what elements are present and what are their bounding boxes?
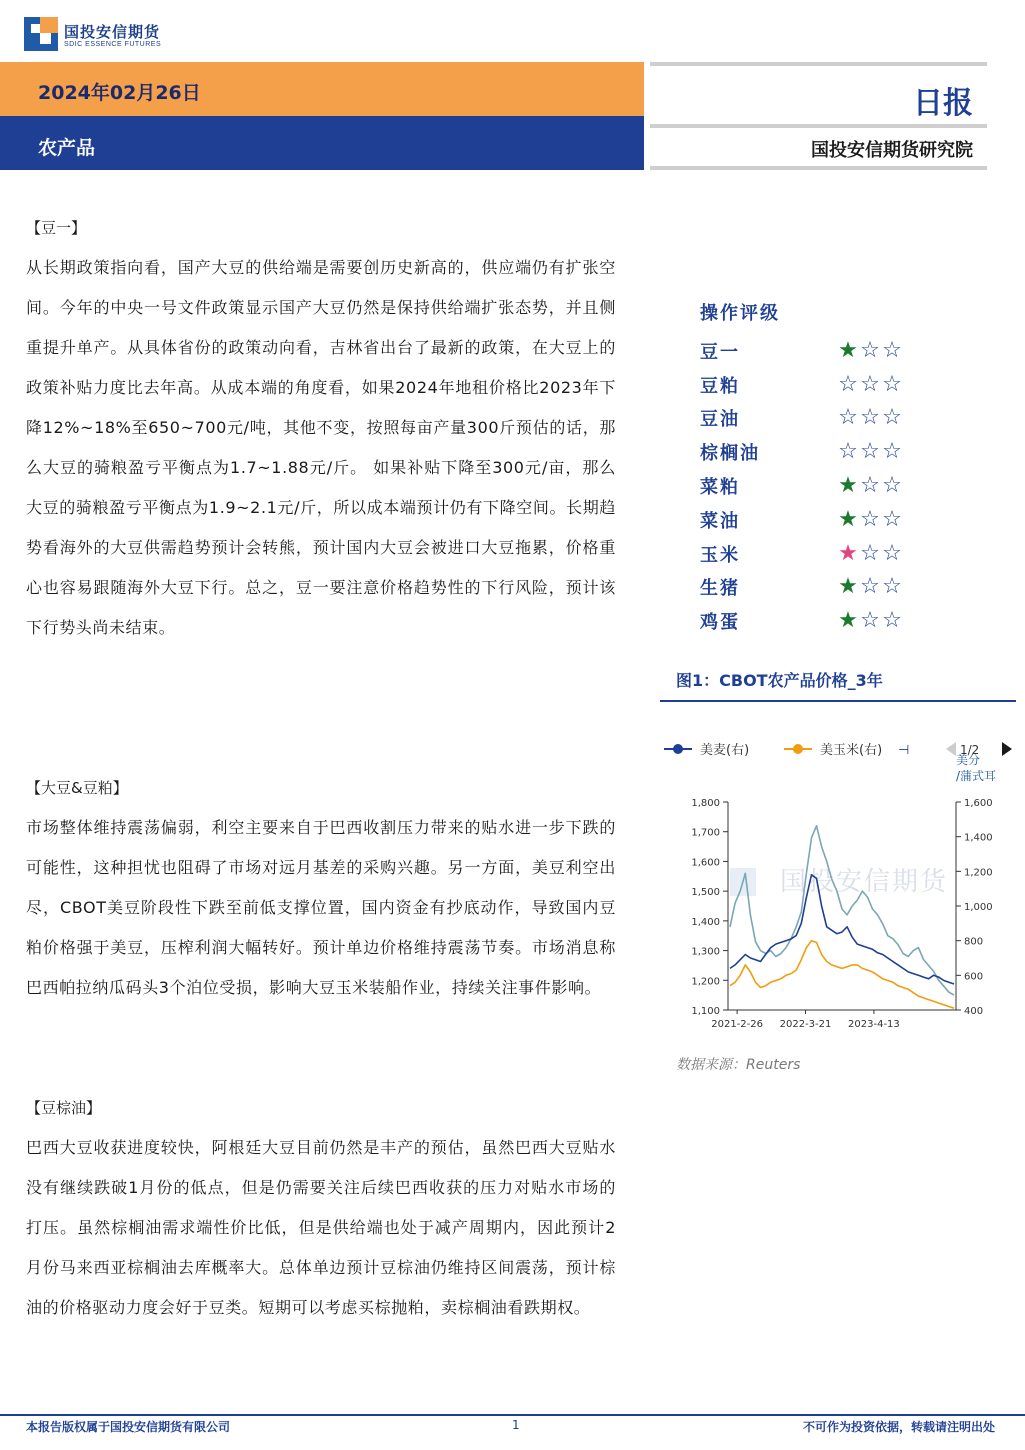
star-empty-icon: ☆ (860, 540, 880, 566)
star-filled-icon: ★ (838, 608, 858, 634)
rating-name: 鸡蛋 (700, 612, 740, 634)
legend-marker (673, 744, 683, 754)
report-category: 农产品 (38, 137, 96, 159)
legend-next-icon (1002, 742, 1012, 756)
legend-overflow-icon: ⊣ (898, 743, 910, 758)
star-empty-icon: ☆ (882, 473, 902, 499)
section-soy-palm-oil (26, 1088, 616, 1328)
star-empty-icon: ☆ (882, 405, 902, 431)
rating-name: 豆粕 (700, 375, 740, 397)
rating-name: 生猪 (700, 578, 740, 600)
rating-row (700, 503, 950, 537)
star-empty-icon: ☆ (860, 371, 880, 397)
right-axis-tick-label: 1,000 (964, 902, 993, 913)
header-divider-middle (650, 124, 987, 128)
rating-row (700, 571, 950, 605)
footer-rule (0, 1414, 1025, 1416)
legend-label: 美玉米(右) (820, 743, 883, 758)
section-body: 市场整体维持震荡偏弱，利空主要来自于巴西收割压力带来的贴水进一步下跌的可能性，这种担忧也阻碍了市场对远月基差的采购兴趣。另一方面，美豆利空出尽，CBOT美豆阶段性下跌至前低支撑位置，国内资金有抄底动作，导致国内豆粕价格强于美豆，压榨利润大幅转好。预计单边价格维持震荡节奏。市场消息称巴西帕拉纳瓜码头3个泊位受损，影响大豆玉米装船作业，持续关注事件影响。 (26, 818, 616, 997)
star-empty-icon: ☆ (882, 540, 902, 566)
right-axis-tick-label: 800 (964, 936, 984, 948)
right-axis-tick-label: 1,200 (964, 867, 993, 879)
section-soybean-meal (26, 768, 616, 1008)
category-bar (0, 116, 644, 170)
section-body: 从长期政策指向看，国产大豆的供给端是需要创历史新高的，供应端仍有扩张空间。今年的中央一号文件政策显示国产大豆仍然是保持供给端扩张态势，并且侧重提升单产。从具体省份的政策动向看，吉林省出台了最新的政策，在大豆上的政策补贴力度比去年高。从成本端的角度看，如果2024年地租价格比2023年下降12%~18%至650~700元/吨，其他不变，按照每亩产量300斤预估的话，那么大豆的骑粮盈亏平衡点为1.7~1.88元/斤。 如果补贴下降至300元/亩，那么大豆的骑粮盈亏平衡点为1.9~2.1元/斤，所以成本端预计仍有下降空间。长期趋势看海外的大豆供需趋势预计会转熊，预计国内大豆会被进口大豆拖累，价格重心也容易跟随海外大豆下行。总之，豆一要注意价格趋势性的下行风险，预计该下行势头尚未结束。 (26, 258, 616, 637)
date-bar (0, 62, 644, 116)
figure-source: 数据来源：Reuters (676, 1057, 801, 1073)
left-axis-tick-label: 1,500 (691, 887, 720, 899)
section-title: 【豆一】 (26, 219, 87, 237)
star-empty-icon: ☆ (882, 608, 902, 634)
rating-name: 豆油 (700, 409, 740, 431)
star-empty-icon: ☆ (860, 574, 880, 600)
left-axis-tick-label: 1,100 (691, 1006, 720, 1017)
star-empty-icon: ☆ (860, 405, 880, 431)
rating-row (700, 469, 950, 503)
logo-text-en: SDIC ESSENCE FUTURES (64, 41, 162, 48)
rating-list (700, 334, 950, 638)
star-filled-icon: ★ (838, 473, 858, 499)
institute-name: 国投安信期货研究院 (811, 140, 973, 161)
header-divider-bottom (650, 166, 987, 170)
footer-copyright: 本报告版权属于国投安信期货有限公司 (26, 1420, 231, 1434)
watermark-text: 国投安信期货 (780, 867, 949, 897)
star-empty-icon: ☆ (860, 439, 880, 465)
left-axis-tick-label: 1,300 (691, 946, 720, 958)
star-empty-icon: ☆ (838, 371, 858, 397)
report-type: 日报 (913, 86, 973, 121)
rating-row (700, 402, 950, 436)
rating-name: 菜油 (700, 510, 740, 532)
star-filled-icon: ★ (838, 337, 858, 363)
rating-name: 棕榈油 (700, 443, 760, 465)
x-axis-tick-label: 2022-3-21 (779, 1019, 832, 1030)
star-empty-icon: ☆ (882, 506, 902, 532)
right-axis-tick-label: 1,600 (964, 798, 993, 809)
right-axis-tick-label: 600 (964, 971, 984, 983)
left-axis-tick-label: 1,400 (691, 916, 720, 928)
star-empty-icon: ☆ (882, 337, 902, 363)
section-body: 巴西大豆收获进度较快，阿根廷大豆目前仍然是丰产的预估，虽然巴西大豆贴水没有继续跌破1月份的低点，但是仍需要关注后续巴西收获的压力对贴水市场的打压。虽然棕榈油需求端性价比低，但是供给端也处于减产周期内，因此预计2月份马来西亚棕榈油去库概率大。总体单边预计豆棕油仍维持区间震荡，预计棕油的价格驱动力度会好于豆类。短期可以考虑买棕抛粕，卖棕榈油看跌期权。 (26, 1138, 616, 1317)
rating-title: 操作评级 (700, 303, 780, 324)
star-filled-icon: ★ (838, 540, 858, 566)
x-axis-tick-label: 2021-2-26 (711, 1019, 764, 1030)
figure-title: 图1：CBOT农产品价格_3年 (676, 671, 883, 690)
rating-row (700, 368, 950, 402)
rating-name: 玉米 (700, 544, 740, 566)
star-filled-icon: ★ (838, 574, 858, 600)
rating-row (700, 604, 950, 638)
section-douyi (26, 208, 616, 648)
series-line-0 (730, 826, 954, 995)
legend-page: 1/2 (960, 743, 980, 757)
left-axis-tick-label: 1,200 (691, 976, 720, 988)
right-axis-tick-label: 1,400 (964, 832, 993, 844)
footer-disclaimer: 不可作为投资依据，转载请注明出处 (802, 1420, 995, 1434)
company-logo (24, 17, 224, 57)
rating-name: 菜粕 (700, 477, 740, 499)
section-title: 【豆棕油】 (26, 1099, 102, 1117)
right-axis-tick-label: 400 (964, 1006, 984, 1017)
right-axis-unit-line2: /蒲式耳 (956, 769, 997, 783)
rating-row (700, 537, 950, 571)
star-empty-icon: ☆ (882, 371, 902, 397)
star-empty-icon: ☆ (882, 574, 902, 600)
star-empty-icon: ☆ (860, 506, 880, 532)
page-number: 1 (512, 1418, 520, 1432)
report-date: 2024年02月26日 (38, 82, 201, 104)
star-filled-icon: ★ (838, 506, 858, 532)
star-empty-icon: ☆ (838, 439, 858, 465)
legend-marker (793, 744, 803, 754)
price-chart (660, 730, 1015, 1040)
figure-title-rule (660, 700, 1016, 702)
star-empty-icon: ☆ (860, 473, 880, 499)
logo-mark-icon (24, 17, 58, 51)
logo-text-cn: 国投安信期货 (64, 23, 161, 41)
left-axis-tick-label: 1,800 (691, 798, 720, 809)
star-empty-icon: ☆ (860, 608, 880, 634)
star-empty-icon: ☆ (882, 439, 902, 465)
rating-row (700, 435, 950, 469)
star-empty-icon: ☆ (860, 337, 880, 363)
right-axis-unit-line1: 美分 (956, 753, 981, 767)
star-empty-icon: ☆ (838, 405, 858, 431)
legend-prev-icon (946, 742, 956, 756)
legend-label: 美麦(右) (700, 743, 750, 758)
left-axis-tick-label: 1,700 (691, 827, 720, 839)
rating-name: 豆一 (700, 341, 740, 363)
header-divider-top (650, 62, 987, 66)
rating-row (700, 334, 950, 368)
left-axis-tick-label: 1,600 (691, 857, 720, 869)
section-title: 【大豆&豆粕】 (26, 779, 128, 797)
x-axis-tick-label: 2023-4-13 (848, 1019, 900, 1030)
rating-panel (700, 300, 950, 638)
